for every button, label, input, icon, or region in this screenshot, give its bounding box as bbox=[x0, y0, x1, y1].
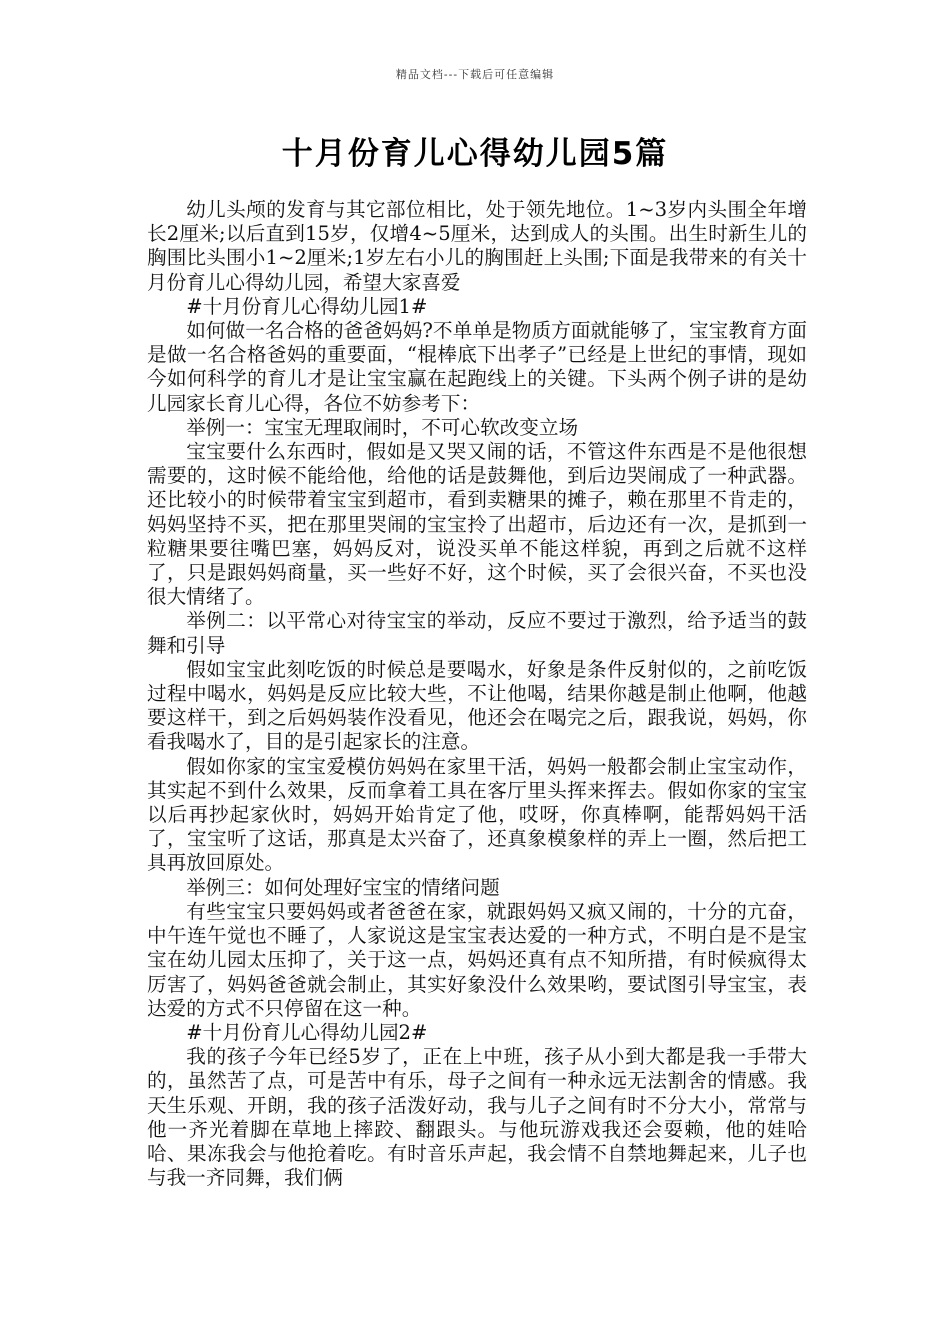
paragraph: 如何做一名合格的爸爸妈妈?不单单是物质方面就能够了，宝宝教育方面是做一名合格爸妈的重要面，“棍棒底下出孝子”已经是上世纪的事情，现如今如何科学的育儿才是让宝宝赢在起跑线上的关键。下头两个例子讲的是幼儿园家长育儿心得，各位不妨参考下： bbox=[147, 319, 807, 415]
document-title: 十月份育儿心得幼儿园5篇 bbox=[281, 136, 669, 172]
example-heading-1: 举例一：宝宝无理取闹时，不可心软改变立场 bbox=[186, 415, 579, 439]
section-heading-2: #十月份育儿心得幼儿园2# bbox=[186, 1020, 428, 1044]
paragraph: 有些宝宝只要妈妈或者爸爸在家，就跟妈妈又疯又闹的，十分的亢奋，中午连午觉也不睡了，人家说这是宝宝表达爱的一种方式，不明白是不是宝宝在幼儿园太压抑了，关于这一点，妈妈还真有点不知所措，有时候疯得太厉害了，妈妈爸爸就会制止，其实好象没什么效果哟，要试图引导宝宝，表达爱的方式不只停留在这一种。 bbox=[147, 899, 807, 1020]
document-body bbox=[147, 198, 807, 1190]
paragraph: 假如你家的宝宝爱模仿妈妈在家里干活，妈妈一般都会制止宝宝动作，其实起不到什么效果，反而拿着工具在客厅里头挥来挥去。假如你家的宝宝以后再抄起家伙时，妈妈开始肯定了他，哎呀，你真棒啊，能帮妈妈干活了，宝宝听了这话，那真是太兴奋了，还真象模象样的弄上一圈，然后把工具再放回原处。 bbox=[147, 754, 807, 875]
paragraph: 我的孩子今年已经5岁了，正在上中班，孩子从小到大都是我一手带大的，虽然苦了点，可是苦中有乐，母子之间有一种永远无法割舍的情感。我天生乐观、开朗，我的孩子活泼好动，我与儿子之间有时不分大小，常常与他一齐光着脚在草地上摔跤、翻跟头。与他玩游戏我还会耍赖，他的娃哈哈、果冻我会与他抢着吃。有时音乐声起，我会情不自禁地舞起来，儿子也与我一齐同舞，我们俩 bbox=[147, 1045, 807, 1190]
paragraph-intro: 幼儿头颅的发育与其它部位相比，处于领先地位。1~3岁内头围全年增长2厘米;以后直到15岁，仅增4~5厘米，达到成人的头围。出生时新生儿的胸围比头围小1~2厘米;1岁左右小儿的胸围赶上头围;下面是我带来的有关十月份育儿心得幼儿园，希望大家喜爱 bbox=[147, 198, 807, 294]
example-heading-3: 举例三：如何处理好宝宝的情绪问题 bbox=[186, 875, 500, 899]
paragraph: 宝宝要什么东西时，假如是又哭又闹的话，不管这件东西是不是他很想需要的，这时候不能给他，给他的话是鼓舞他，到后边哭闹成了一种武器。还比较小的时候带着宝宝到超市，看到卖糖果的摊子，赖在那里不肯走的，妈妈坚持不买，把在那里哭闹的宝宝拎了出超市，后边还有一次，是抓到一粒糖果要往嘴巴塞，妈妈反对，说没买单不能这样貌，再到之后就不这样了，只是跟妈妈商量，买一些好不好，这个时候，买了会很兴奋，不买也没很大情绪了。 bbox=[147, 440, 807, 609]
paragraph: 假如宝宝此刻吃饭的时候总是要喝水，好象是条件反射似的，之前吃饭过程中喝水，妈妈是反应比较大些，不让他喝，结果你越是制止他啊，他越要这样干，到之后妈妈装作没看见，他还会在喝完之后，跟我说，妈妈，你看我喝水了，目的是引起家长的注意。 bbox=[147, 657, 807, 754]
section-heading-1: #十月份育儿心得幼儿园1# bbox=[186, 294, 428, 318]
header-note: 精品文档---下载后可任意编辑 bbox=[395, 68, 555, 81]
example-heading-2: 举例二：以平常心对待宝宝的举动，反应不要过于激烈，给予适当的鼓舞和引导 bbox=[147, 609, 807, 657]
